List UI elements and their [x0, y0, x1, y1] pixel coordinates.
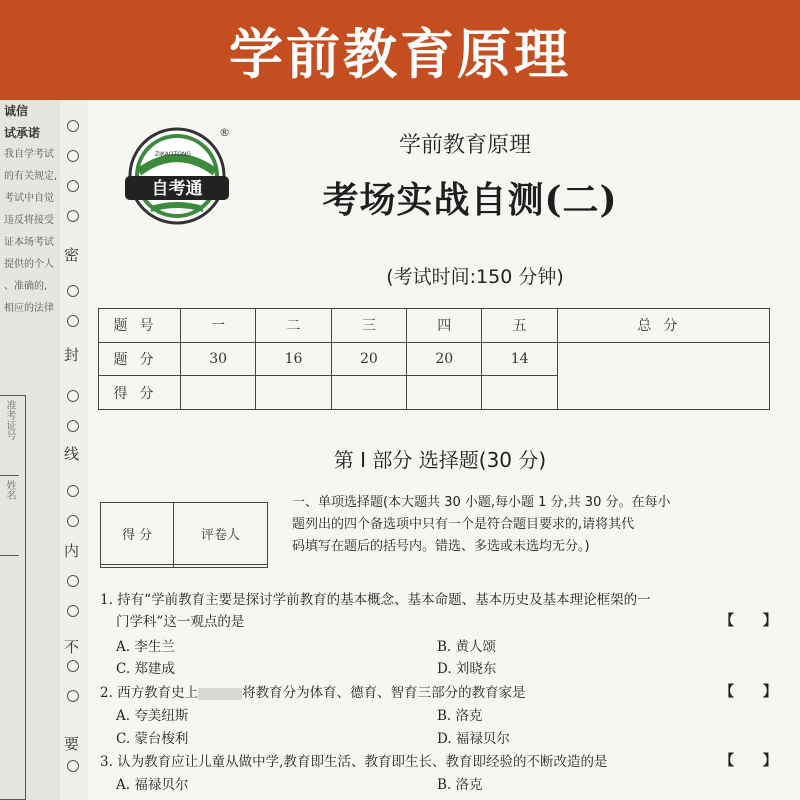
zikaotong-logo [115, 122, 243, 226]
pledge-line: 、准确的, [4, 281, 48, 292]
binding-word: 线 [64, 445, 80, 463]
binding-hole [67, 120, 79, 132]
column-header: 一 [181, 309, 256, 343]
exam-time: (考试时间:150 分钟) [386, 266, 564, 288]
binding-hole [67, 760, 79, 772]
option-b[interactable]: B. 黄人颂 [437, 639, 497, 655]
row-label: 得分 [99, 376, 181, 410]
points-cell: 16 [256, 342, 331, 376]
pledge-line: 违反将接受 [4, 215, 54, 226]
option-c[interactable]: C. 蒙台梭利 [116, 731, 189, 747]
option-a[interactable]: A. 李生兰 [116, 639, 175, 655]
score-entry-cell[interactable] [181, 376, 256, 410]
binding-word: 不 [64, 638, 80, 656]
score-label: 得 分 [101, 503, 174, 565]
binding-hole [67, 660, 79, 672]
binding-hole [67, 210, 79, 222]
option-a[interactable]: A. 福禄贝尔 [116, 777, 189, 793]
logo-arc-text: ZIKAOTONG [155, 151, 191, 158]
row-label: 题号 [99, 309, 181, 343]
option-b[interactable]: B. 洛克 [437, 777, 483, 793]
option-d[interactable]: D. 福禄贝尔 [437, 731, 510, 747]
binding-hole [67, 180, 79, 192]
score-entry-cell[interactable] [256, 376, 331, 410]
binding-hole [67, 285, 79, 297]
points-cell: 30 [181, 342, 256, 376]
subject-title: 学前教育原理 [398, 133, 531, 158]
integrity-pledge [0, 100, 58, 370]
logo-text: 自考通 [151, 179, 203, 199]
banner-title: 学前教育原理 [229, 22, 571, 86]
question-2-stem-end: 将教育分为体育、德育、智育三部分的教育家是 [242, 685, 526, 701]
question-2-stem-start: 2. 西方教育史上 [100, 685, 199, 701]
pledge-line: 诚信 [4, 104, 29, 118]
option-c[interactable]: C. 郑建成 [116, 661, 175, 677]
pledge-line: 证本场考试 [4, 237, 54, 248]
option-a[interactable]: A. 夸美纽斯 [116, 708, 189, 724]
question-2-stem [100, 681, 526, 701]
points-cell: 20 [407, 342, 482, 376]
binding-hole [67, 515, 79, 527]
pledge-line: 试承诺 [4, 126, 41, 140]
binding-word: 密 [64, 246, 80, 264]
pledge-line: 考试中自觉 [4, 193, 54, 204]
total-score-cell[interactable] [557, 342, 769, 409]
option-b[interactable]: B. 洛克 [437, 708, 483, 724]
instruction-line: 题列出的四个备选项中只有一个是符合题目要求的,请将其代 [292, 517, 635, 532]
obscured-text [198, 688, 242, 700]
question-1-stem: 1. 持有“学前教育主要是探讨学前教育的基本概念、基本命题、基本历史及基本理论框架的一 [100, 592, 651, 608]
binding-hole [67, 575, 79, 587]
registered-mark: ® [219, 126, 230, 139]
section-title: 第 I 部分 选择题(30 分) [333, 448, 547, 472]
column-header: 四 [407, 309, 482, 343]
column-header: 三 [331, 309, 406, 343]
option-d[interactable]: D. 刘晓东 [437, 661, 497, 677]
total-header: 总分 [557, 309, 769, 343]
test-title: 考场实战自测(二) [322, 179, 618, 221]
binding-hole [67, 485, 79, 497]
grader-label: 评卷人 [174, 503, 268, 565]
row-label: 题分 [99, 342, 181, 376]
score-table [98, 308, 770, 410]
binding-word: 内 [64, 542, 80, 560]
score-entry-cell[interactable] [101, 564, 174, 567]
binding-hole [67, 605, 79, 617]
instruction-line: 码填写在题后的括号内。错选、多选或未选均无分。) [292, 539, 590, 554]
instruction-line: 一、单项选择题(本大题共 30 小题,每小题 1 分,共 30 分。在每小 [292, 495, 671, 510]
score-entry-cell[interactable] [407, 376, 482, 410]
question-3-stem: 3. 认为教育应让儿童从做中学,教育即生活、教育即生长、教育即经验的不断改造的是 [100, 754, 608, 770]
binding-hole [67, 390, 79, 402]
binding-word: 封 [64, 346, 80, 364]
binding-word: 要 [64, 735, 80, 753]
table-row [101, 564, 268, 567]
section-instructions [292, 492, 782, 558]
column-header: 二 [256, 309, 331, 343]
candidate-name-cell: 姓名 [0, 476, 19, 556]
score-entry-cell[interactable] [482, 376, 557, 410]
points-cell: 14 [482, 342, 557, 376]
binding-hole [67, 690, 79, 702]
binding-hole [67, 315, 79, 327]
table-row [99, 309, 770, 343]
grader-entry-cell[interactable] [174, 564, 268, 567]
question-1-stem: 门学科”这一观点的是 [116, 614, 245, 630]
table-row [99, 342, 770, 376]
pledge-line: 我自学考试 [4, 149, 54, 160]
pledge-line: 的有关规定, [4, 171, 58, 182]
answer-bracket[interactable]: 【 】 [720, 753, 789, 769]
grader-table [100, 502, 268, 568]
pledge-line: 提供的个人 [4, 259, 54, 270]
candidate-number-cell: 准考证号 [0, 396, 19, 476]
table-row [101, 503, 268, 565]
points-cell: 20 [331, 342, 406, 376]
binding-hole [67, 150, 79, 162]
column-header: 五 [482, 309, 557, 343]
title-banner [0, 0, 800, 100]
score-entry-cell[interactable] [331, 376, 406, 410]
candidate-info-box [0, 395, 26, 800]
binding-hole [67, 420, 79, 432]
answer-bracket[interactable]: 【 】 [720, 684, 789, 700]
answer-bracket[interactable]: 【 】 [720, 613, 789, 629]
pledge-line: 相应的法律 [4, 303, 54, 314]
